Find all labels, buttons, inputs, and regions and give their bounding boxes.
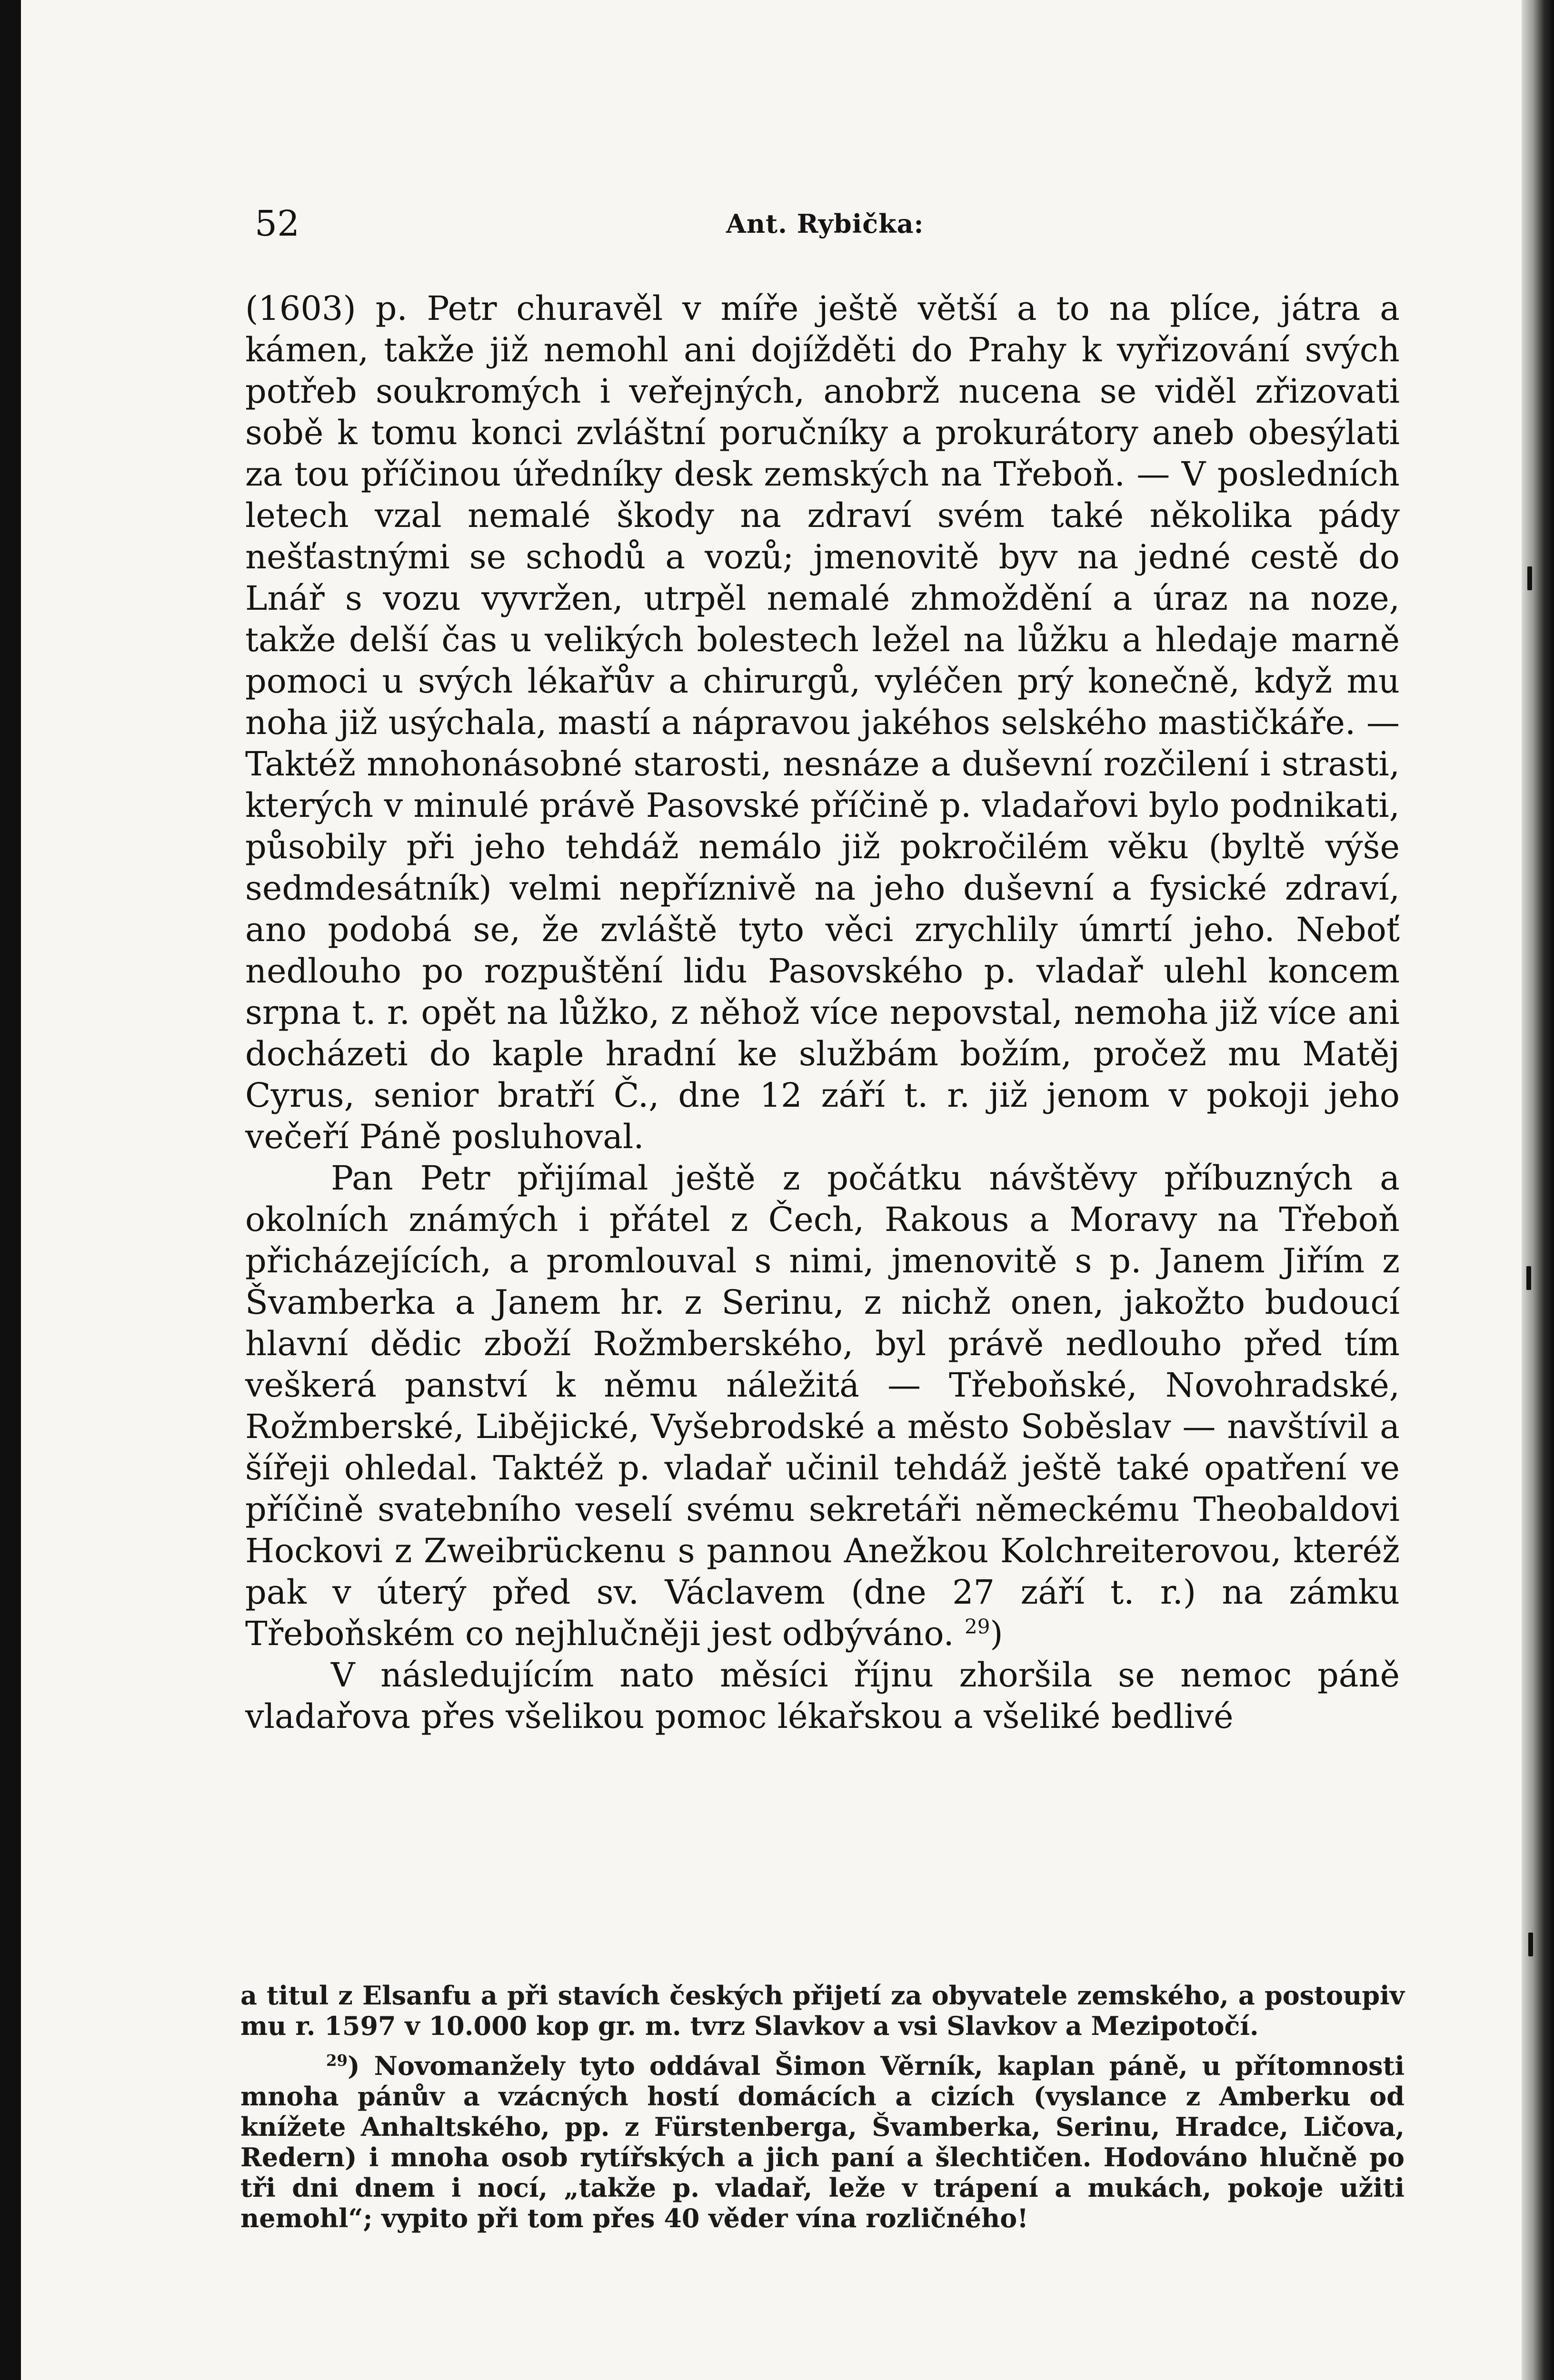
paragraph-2-text: Pan Petr přijímal ještě z počátku návštěvy příbuzných a okolních známých i přátel z Čech, Rakous a Moravy na Třeboň přicházejících, a promlouval s nimi, jmenovitě s p. Janem Jiřím z Švamberka a Janem hr. z Serinu, z nichž onen, jakožto budoucí hlavní dědic zboží Rožmberského, byl právě nedlouho před tím veškerá panství k němu náležitá — Třeboňské, Novohradské, Rožmberské, Libějické, Vyšebrodské a město Soběslav — navštívil a šířeji ohledal. Taktéž p. vladař učinil tehdáž ještě také opatření ve příčině svatebního veselí svému sekretáři německému Theobaldovi Hockovi z Zweibrückenu s pannou Anežkou Kolchreiterovou, kteréž pak v úterý před sv. Václavem (dne 27 září t. r.) na zámku Třeboňském co nejhlučněji jest odbýváno. — [245, 1159, 1400, 1653]
footnote-ref-close: ) — [990, 1614, 1003, 1653]
edge-mark-1 — [1527, 566, 1532, 590]
main-text — [245, 288, 1400, 1737]
footnote-continued: a titul z Elsanfu a při stavích českých přijetí za obyvatele zemského, a postoupiv mu r. 1597 v 10.000 kop gr. m. tvrz Slavkov a vsi Slavkov a Mezipotočí. — [240, 1980, 1405, 2041]
footnote-29 — [240, 2051, 1405, 2233]
page-header — [255, 198, 1426, 250]
footnote-ref-29: 29 — [964, 1615, 990, 1638]
paragraph-2 — [245, 1158, 1400, 1655]
paragraph-3: V následujícím nato měsíci říjnu zhoršila se nemoc páně vladařova přes všelikou pomoc lékařskou a všeliké bedlivé — [245, 1656, 1400, 1736]
running-head: Ant. Rybička: — [726, 208, 924, 239]
footnotes — [240, 1980, 1405, 2233]
footnote-29-marker-close: ) — [348, 2051, 360, 2081]
paragraph-1: (1603) p. Petr churavěl v míře ještě větší a to na plíce, játra a kámen, takže již nemohl ani dojížděti do Prahy k vyřizování svých potřeb soukromých i veřejných, anobrž nucena se viděl zřizovati sobě k tomu konci zvláštní poručníky a prokurátory aneb obesýlati za tou příčinou úředníky desk zemských na Třeboň. — V posledních letech vzal nemalé škody na zdraví svém také několika pády nešťastnými se schodů a vozů; jmenovitě byv na jedné cestě do Lnář s vozu vyvržen, utrpěl nemalé zhmoždění a úraz na noze, takže delší čas u velikých bolestech ležel na lůžku a hledaje marně pomoci u svých lékařův a chirurgů, vyléčen prý konečně, když mu noha již usýchala, mastí a nápravou jakéhos selského mastičkáře. — Taktéž mnohonásobné starosti, nesnáze a duševní rozčilení i strasti, kterých v minulé právě Pasovské příčině p. vladařovi bylo podnikati, působily při jeho tehdáž nemálo již pokročilém věku (byltě výše sedmdesátník) velmi nepříznivě na jeho duševní a fysické zdraví, ano podobá se, že zvláště tyto věci zrychlily úmrtí jeho. Neboť nedlouho po rozpuštění lidu Pasovského p. vladař ulehl koncem srpna t. r. opět na lůžko, z něhož více nepovstal, nemoha již více ani docházeti do kaple hradní ke službám božím, pročež mu Matěj Cyrus, senior bratří Č., dne 12 září t. r. již jenom v pokoji jeho večeří Páně posluhoval. — [245, 289, 1400, 1156]
edge-mark-3 — [1528, 1933, 1533, 1956]
page-edge-shadow — [1522, 0, 1554, 2380]
footnote-29-text: Novomanžely tyto oddával Šimon Věrník, kaplan páně, u přítomnosti mnoha pánův a vzácných hostí domácích a cizích (vyslance z Amberku od knížete Anhaltského, pp. z Fürstenberga, Švamberka, Serinu, Hradce, Ličova, Redern) i mnoha osob rytířských a jich paní a šlechtičen. Hodováno hlučně po tři dni dnem i nocí, „takže p. vladař, leže v trápení a mukách, pokoje užiti nemohl“; vypito při tom přes 40 věder vína rozličného! — [240, 2051, 1405, 2233]
page-number: 52 — [255, 203, 300, 244]
edge-mark-2 — [1526, 1266, 1531, 1290]
footnote-29-marker: 29 — [326, 2052, 348, 2070]
